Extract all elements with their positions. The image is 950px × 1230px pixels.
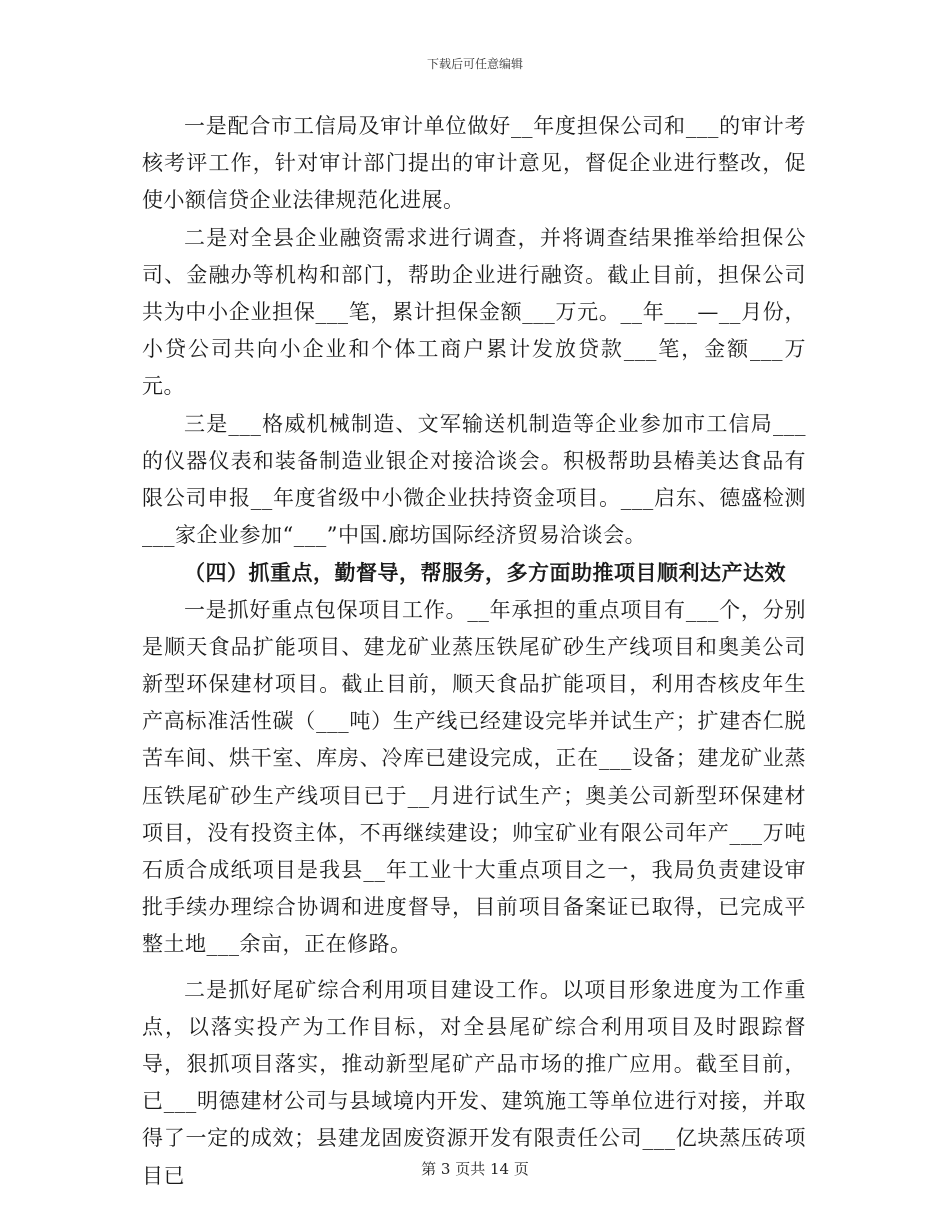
page-header: 下载后可任意编辑 — [426, 57, 523, 71]
page-footer: 第 3 页共 14 页 — [421, 1160, 529, 1178]
paragraph-5: 二是抓好尾矿综合利用项目建设工作。以项目形象进度为工作重点，以落实投产为工作目标，对全县尾矿综合利用项目及时跟踪督导，狠抓项目落实，推动新型尾矿产品市场的推广应用。截至目前，已___明德建材公司与县域境内开发、建筑施工等单位进行对接，并取得了一定的成效；县建龙固废资源开发有限责任公司___亿块蒸压砖项目已 — [142, 977, 806, 1188]
paragraph-4: 一是抓好重点包保项目工作。__年承担的重点项目有___个，分别是顺天食品扩能项目、建龙矿业蒸压铁尾矿砂生产线项目和奥美公司新型环保建材项目。截止目前，顺天食品扩能项目，利用杏核皮年生产高标准活性碳（___吨）生产线已经建设完毕并试生产；扩建杏仁脱苦车间、烘干室、库房、冷库已建设完成，正在___设备；建龙矿业蒸压铁尾矿砂生产线项目已于__月进行试生产；奥美公司新型环保建材项目，没有投资主体，不再继续建设；帅宝矿业有限公司年产___万吨石质合成纸项目是我县__年工业十大重点项目之一，我局负责建设审批手续办理综合协调和进度督导，目前项目备案证已取得，已完成平整土地___余亩，正在修路。 — [142, 597, 806, 957]
paragraph-2: 二是对全县企业融资需求进行调查，并将调查结果推举给担保公司、金融办等机构和部门，帮助企业进行融资。截止目前，担保公司共为中小企业担保___笔，累计担保金额___万元。__年___—__月份，小贷公司共向小企业和个体工商户累计发放贷款___笔，金额___万元。 — [142, 225, 806, 399]
section-heading: （四）抓重点，勤督导，帮服务，多方面助推项目顺利达产达效 — [184, 560, 786, 586]
document-body — [142, 108, 806, 1195]
paragraph-1: 一是配合市工信局及审计单位做好__年度担保公司和___的审计考核考评工作，针对审计部门提出的审计意见，督促企业进行整改，促使小额信贷企业法律规范化进展。 — [142, 114, 806, 213]
paragraph-3: 三是___格威机械制造、文军输送机制造等企业参加市工信局___的仪器仪表和装备制造业银企对接洽谈会。积极帮助县樁美达食品有限公司申报__年度省级中小微企业扶持资金项目。___启东、德盛检测___家企业参加“___”中国.廊坊国际经济贸易洽谈会。 — [142, 411, 806, 548]
